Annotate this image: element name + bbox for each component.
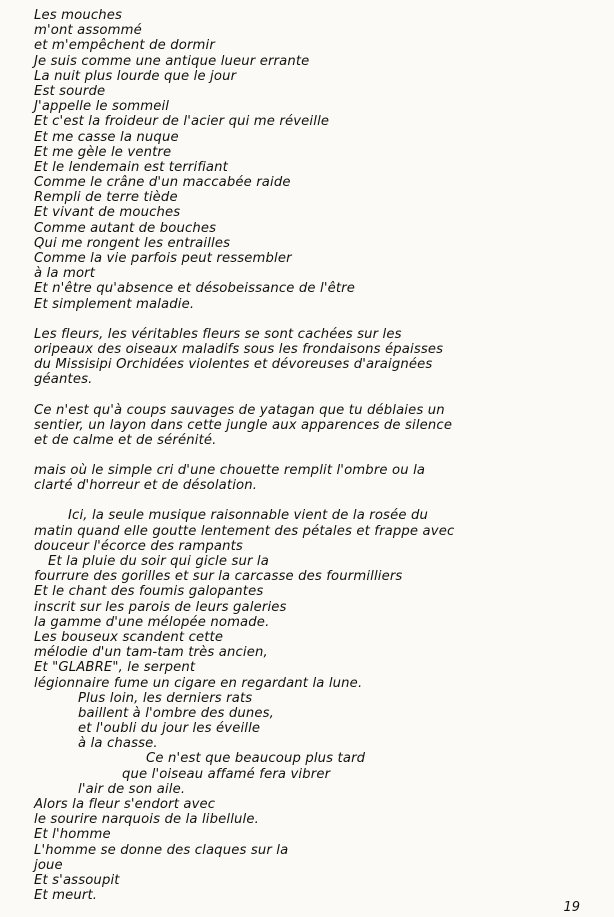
poem-line: m'ont assommé [34,23,142,39]
prose-line: Ici, la seule musique raisonnable vient de la rosée du [68,508,428,524]
poem-line: Alors la fleur s'endort avec [34,797,216,812]
poem-line: Et s'assoupit [34,872,120,888]
prose-line: sentier, un layon dans cette jungle aux apparences de silence [34,417,453,433]
prose-line: oripeaux des oiseaux maladifs sous les frondaisons épaisses [34,341,444,357]
poem-line: L'homme se donne des claques sur la [34,842,289,858]
poem-line: Et meurt. [34,888,98,904]
poem-line: Et l'homme [34,827,111,843]
poem-line: à la mort [34,266,96,282]
poem-line: Et "GLABRE", le serpent [34,660,196,676]
prose-line: matin quand elle goutte lentement des pétales et frappe avec [34,523,455,539]
poem-line: et l'oubli du jour les éveille [78,721,261,737]
poem-line: Qui me rongent les entrailles [34,235,231,251]
poem-line: Les bouseux scandent cette [34,629,224,645]
poem-line: Et c'est la froideur de l'acier qui me réveille [34,114,330,130]
poem-line: inscrit sur les parois de leurs galeries [34,599,287,615]
prose-line: et de calme et de sérénité. [34,432,217,448]
poem-line: la gamme d'une mélopée nomade. [34,614,270,630]
paragraph-music [34,508,590,554]
poem-line: Et n'être qu'absence et désobeissance de l'être [34,281,356,297]
poem-line: Les mouches [34,8,123,23]
poem-line: Est sourde [34,83,106,99]
poem-line: Et me gèle le ventre [34,144,172,160]
stanza-1 [34,8,590,312]
page-number: 19 [563,900,580,915]
paragraph-flowers [34,327,590,388]
prose-line: Ce n'est qu'à coups sauvages de yatagan que tu déblaies un [34,402,445,418]
poem-line: Je suis comme une antique lueur errante [34,53,310,69]
poem-line: Et vivant de mouches [34,205,181,221]
poem-line: Comme le crâne d'un maccabée raide [34,175,291,191]
poem-line: J'appelle le sommeil [34,99,170,115]
poem-line: mélodie d'un tam-tam très ancien, [34,645,268,661]
poem-line: baillent à l'ombre des dunes, [78,705,275,721]
prose-line: douceur l'écorce des rampants [34,538,243,554]
poem-line: Ce n'est que beaucoup plus tard [146,751,366,767]
poem-line: à la chasse. [78,736,158,752]
poem-line: légionnaire fume un cigare en regardant la lune. [34,675,363,691]
poem-body [34,8,590,903]
poem-line: le sourire narquois de la libellule. [34,812,259,828]
prose-line: mais où le simple cri d'une chouette remplit l'ombre ou la [34,463,426,479]
poem-line: Et me casse la nuque [34,129,179,145]
stanza-2 [34,554,590,903]
poem-line: Et le chant des foumis galopantes [34,584,264,600]
poem-line: joue [34,857,63,873]
poem-line: Comme la vie parfois peut ressembler [34,251,292,266]
prose-line: géantes. [34,372,93,388]
poem-line: et m'empêchent de dormir [34,38,215,54]
paragraph-owl [34,463,590,493]
poem-line: que l'oiseau affamé fera vibrer [122,766,331,782]
prose-line: clarté d'horreur et de désolation. [34,478,258,494]
prose-line: du Missisipi Orchidées violentes et dévoreuses d'araignées [34,357,433,373]
poem-line: Et simplement maladie. [34,296,195,312]
poem-line: Rempli de terre tiède [34,190,178,206]
poem-line: Et la pluie du soir qui gicle sur la [48,554,269,569]
poem-line: Comme autant de bouches [34,220,217,236]
poem-line: La nuit plus lourde que le jour [34,68,237,84]
poem-line: Plus loin, les derniers rats [78,690,253,706]
poem-line: l'air de son aile. [78,781,186,797]
paragraph-yatagan [34,403,590,449]
poem-line: Et le lendemain est terrifiant [34,159,228,175]
prose-line: Les fleurs, les véritables fleurs se sont cachées sur les [34,326,402,342]
poem-line: fourrure des gorilles et sur la carcasse des fourmilliers [34,569,403,585]
